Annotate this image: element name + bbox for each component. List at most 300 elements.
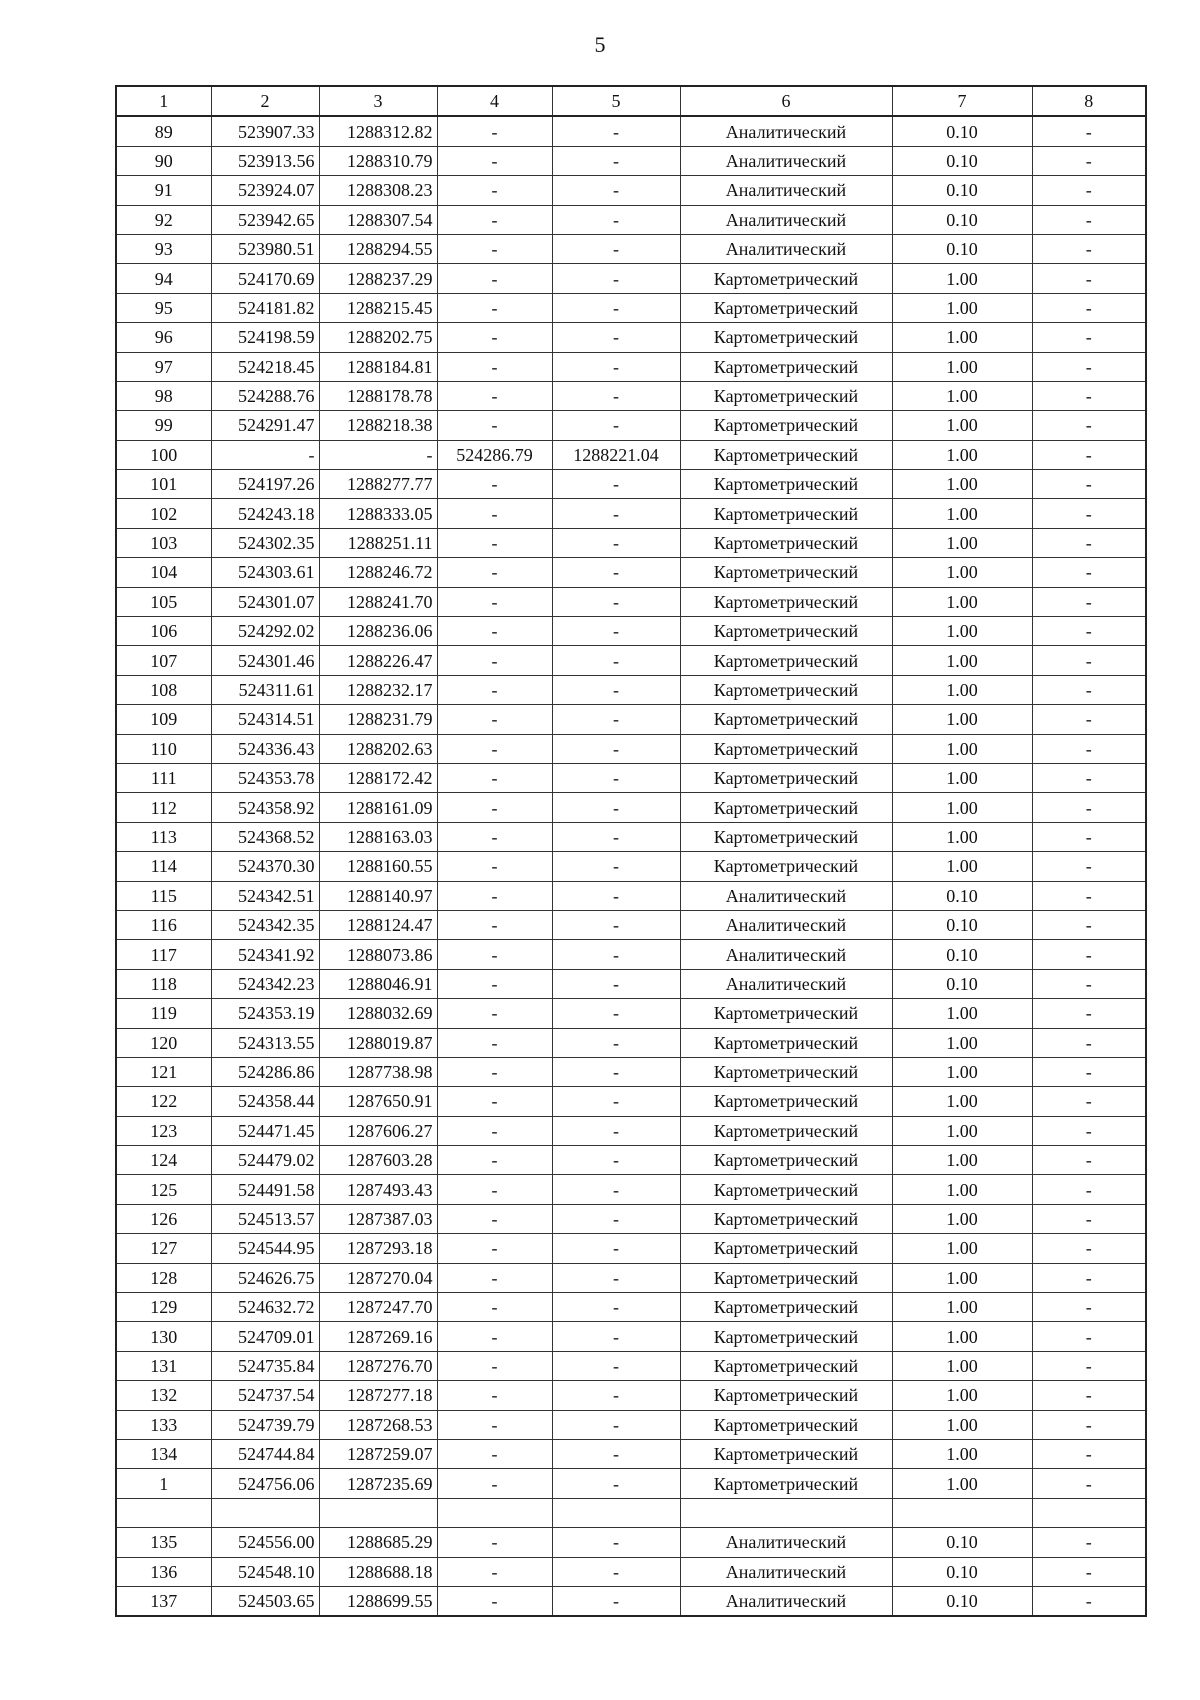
table-cell: 524544.95	[211, 1234, 319, 1263]
table-cell: 109	[116, 705, 211, 734]
table-cell: -	[437, 1586, 552, 1616]
table-cell: 125	[116, 1175, 211, 1204]
table-cell: 1287738.98	[319, 1057, 437, 1086]
table-cell: 0.10	[892, 1557, 1032, 1586]
table-cell: 1288172.42	[319, 763, 437, 792]
table-cell: -	[437, 1175, 552, 1204]
table-cell: 524301.07	[211, 587, 319, 616]
table-cell: Картометрический	[680, 1116, 892, 1145]
table-cell: Аналитический	[680, 116, 892, 146]
table-cell: -	[437, 646, 552, 675]
table-row	[116, 1263, 1146, 1292]
table-cell: -	[437, 822, 552, 851]
table-cell: -	[437, 910, 552, 939]
table-cell: 1288685.29	[319, 1528, 437, 1557]
table-cell: -	[552, 558, 680, 587]
table-cell: -	[1032, 1028, 1146, 1057]
table-cell: 1288236.06	[319, 617, 437, 646]
table-cell: -	[552, 881, 680, 910]
table-cell: 0.10	[892, 940, 1032, 969]
table-cell: 524314.51	[211, 705, 319, 734]
table-cell: 0.10	[892, 205, 1032, 234]
table-cell: 115	[116, 881, 211, 910]
table-cell: 524181.82	[211, 293, 319, 322]
table-cell: Картометрический	[680, 617, 892, 646]
table-cell: -	[552, 822, 680, 851]
table-cell: 1.00	[892, 1204, 1032, 1233]
table-cell: 102	[116, 499, 211, 528]
table-cell: 1288308.23	[319, 176, 437, 205]
table-cell: -	[552, 470, 680, 499]
table-cell: 1287268.53	[319, 1410, 437, 1439]
table-cell: -	[1032, 646, 1146, 675]
table-cell: Картометрический	[680, 1028, 892, 1057]
table-cell: 1288241.70	[319, 587, 437, 616]
table-cell: 524756.06	[211, 1469, 319, 1498]
table-row	[116, 176, 1146, 205]
table-row	[116, 1586, 1146, 1616]
table-cell: 1.00	[892, 1028, 1032, 1057]
table-cell: -	[1032, 411, 1146, 440]
table-cell: -	[552, 910, 680, 939]
table-cell: -	[552, 1528, 680, 1557]
table-cell: 524479.02	[211, 1146, 319, 1175]
table-cell: -	[552, 1116, 680, 1145]
table-cell: 524170.69	[211, 264, 319, 293]
table-cell: Картометрический	[680, 1410, 892, 1439]
table-cell: 123	[116, 1116, 211, 1145]
table-cell: 121	[116, 1057, 211, 1086]
table-cell: -	[437, 293, 552, 322]
table-cell: 136	[116, 1557, 211, 1586]
table-cell: -	[1032, 1057, 1146, 1086]
table-cell: 524556.00	[211, 1528, 319, 1557]
table-cell: 1.00	[892, 411, 1032, 440]
table-cell: 1287387.03	[319, 1204, 437, 1233]
table-cell: 1.00	[892, 1351, 1032, 1380]
table-cell: 524471.45	[211, 1116, 319, 1145]
table-cell: 524303.61	[211, 558, 319, 587]
table-cell: 1.00	[892, 1263, 1032, 1292]
table-cell: -	[437, 1410, 552, 1439]
table-cell: 1.00	[892, 999, 1032, 1028]
table-cell: 1288073.86	[319, 940, 437, 969]
table-cell: -	[552, 587, 680, 616]
table-cell: -	[437, 999, 552, 1028]
table-cell: 1.00	[892, 440, 1032, 469]
table-cell: 524744.84	[211, 1439, 319, 1468]
table-cell: 1.00	[892, 1381, 1032, 1410]
table-cell: 1288333.05	[319, 499, 437, 528]
table-cell: -	[437, 499, 552, 528]
table-cell: -	[1032, 293, 1146, 322]
table-cell: -	[437, 264, 552, 293]
table-cell: -	[552, 1586, 680, 1616]
table-cell: -	[552, 1351, 680, 1380]
table-cell: 1.00	[892, 763, 1032, 792]
table-cell: 0.10	[892, 1586, 1032, 1616]
table-cell: 116	[116, 910, 211, 939]
table-cell: 523980.51	[211, 234, 319, 263]
table-cell: -	[437, 558, 552, 587]
table-cell: 1.00	[892, 323, 1032, 352]
table-cell: -	[552, 411, 680, 440]
table-body	[116, 116, 1146, 1616]
table-cell: 1288237.29	[319, 264, 437, 293]
table-cell: 130	[116, 1322, 211, 1351]
table-cell: -	[552, 1087, 680, 1116]
table-cell: -	[552, 499, 680, 528]
table-cell: -	[437, 763, 552, 792]
table-cell: 120	[116, 1028, 211, 1057]
table-cell: 1287293.18	[319, 1234, 437, 1263]
table-cell: -	[1032, 793, 1146, 822]
table-cell: -	[1032, 969, 1146, 998]
table-cell: -	[1032, 822, 1146, 851]
table-cell: Картометрический	[680, 734, 892, 763]
table-cell: -	[437, 176, 552, 205]
table-cell: -	[437, 852, 552, 881]
table-cell: 524737.54	[211, 1381, 319, 1410]
table-row	[116, 528, 1146, 557]
table-cell: 1288215.45	[319, 293, 437, 322]
table-cell: 0.10	[892, 234, 1032, 263]
table-cell: 1.00	[892, 528, 1032, 557]
table-cell: -	[552, 999, 680, 1028]
table-cell: 91	[116, 176, 211, 205]
table-cell: -	[437, 1116, 552, 1145]
table-cell: 1.00	[892, 793, 1032, 822]
table-cell: -	[1032, 352, 1146, 381]
table-cell: -	[552, 323, 680, 352]
table-cell: Картометрический	[680, 763, 892, 792]
table-cell: 137	[116, 1586, 211, 1616]
table-cell: 122	[116, 1087, 211, 1116]
table-cell: 126	[116, 1204, 211, 1233]
table-cell: 524292.02	[211, 617, 319, 646]
table-cell: Картометрический	[680, 1263, 892, 1292]
table-cell: 94	[116, 264, 211, 293]
table-cell: 524243.18	[211, 499, 319, 528]
table-cell: 1.00	[892, 1410, 1032, 1439]
table-row	[116, 116, 1146, 146]
table-cell: -	[1032, 1293, 1146, 1322]
table-cell: Аналитический	[680, 234, 892, 263]
table-cell: 524341.92	[211, 940, 319, 969]
table-cell: 524301.46	[211, 646, 319, 675]
table-cell	[116, 1498, 211, 1527]
table-cell: 113	[116, 822, 211, 851]
column-header: 8	[1032, 86, 1146, 116]
table-cell: -	[552, 1557, 680, 1586]
table-cell: 1.00	[892, 822, 1032, 851]
table-cell: -	[437, 969, 552, 998]
table-cell: -	[1032, 852, 1146, 881]
table-cell: -	[552, 1028, 680, 1057]
table-cell: -	[437, 1028, 552, 1057]
table-cell: Аналитический	[680, 146, 892, 175]
table-cell: -	[437, 1263, 552, 1292]
table-cell: -	[1032, 499, 1146, 528]
table-cell: 1288202.63	[319, 734, 437, 763]
table-cell: -	[552, 293, 680, 322]
table-cell: 524370.30	[211, 852, 319, 881]
table-cell: -	[552, 1204, 680, 1233]
table-cell: 1288688.18	[319, 1557, 437, 1586]
table-row	[116, 146, 1146, 175]
table-cell: 524368.52	[211, 822, 319, 851]
table-cell: 1.00	[892, 705, 1032, 734]
table-cell: -	[1032, 1528, 1146, 1557]
table-cell: 1288310.79	[319, 146, 437, 175]
table-cell: 1.00	[892, 617, 1032, 646]
table-cell: -	[552, 381, 680, 410]
table-cell: 1.00	[892, 1234, 1032, 1263]
table-cell: 1.00	[892, 264, 1032, 293]
table-cell: Аналитический	[680, 881, 892, 910]
table-cell: -	[1032, 381, 1146, 410]
table-cell: -	[1032, 675, 1146, 704]
table-cell: Картометрический	[680, 1087, 892, 1116]
table-cell: 1288221.04	[552, 440, 680, 469]
table-cell: -	[437, 1087, 552, 1116]
table-cell: 1.00	[892, 675, 1032, 704]
table-row	[116, 264, 1146, 293]
table-row	[116, 293, 1146, 322]
table-cell: 524286.79	[437, 440, 552, 469]
table-cell: 114	[116, 852, 211, 881]
table-cell: -	[552, 1293, 680, 1322]
table-cell: 524291.47	[211, 411, 319, 440]
table-cell	[1032, 1498, 1146, 1527]
table-cell: Картометрический	[680, 793, 892, 822]
table-row	[116, 1351, 1146, 1380]
column-header: 3	[319, 86, 437, 116]
table-cell: -	[1032, 1146, 1146, 1175]
table-cell: 1.00	[892, 1469, 1032, 1498]
table-cell: 1.00	[892, 1175, 1032, 1204]
table-cell: 1288294.55	[319, 234, 437, 263]
table-row	[116, 1381, 1146, 1410]
column-header: 7	[892, 86, 1032, 116]
table-cell: 524632.72	[211, 1293, 319, 1322]
table-cell: -	[211, 440, 319, 469]
table-cell: -	[1032, 1116, 1146, 1145]
table-cell: 0.10	[892, 116, 1032, 146]
table-cell: -	[437, 1322, 552, 1351]
table-cell: -	[552, 1057, 680, 1086]
table-cell: Картометрический	[680, 264, 892, 293]
table-cell: 0.10	[892, 1528, 1032, 1557]
table-cell: -	[1032, 1175, 1146, 1204]
table-cell: Картометрический	[680, 381, 892, 410]
table-row	[116, 734, 1146, 763]
table-cell: -	[552, 528, 680, 557]
table-cell: Картометрический	[680, 1204, 892, 1233]
table-cell: 1288178.78	[319, 381, 437, 410]
table-row	[116, 1528, 1146, 1557]
table-cell: -	[1032, 558, 1146, 587]
table-cell: 103	[116, 528, 211, 557]
table-cell: 1.00	[892, 1087, 1032, 1116]
table-cell: Картометрический	[680, 1146, 892, 1175]
table-cell: -	[437, 675, 552, 704]
table-row	[116, 910, 1146, 939]
table-cell: 524739.79	[211, 1410, 319, 1439]
table-cell: 524286.86	[211, 1057, 319, 1086]
table-cell: 1287269.16	[319, 1322, 437, 1351]
table-cell: -	[437, 1351, 552, 1380]
table-cell: 1.00	[892, 352, 1032, 381]
table-row	[116, 587, 1146, 616]
table-row	[116, 470, 1146, 499]
table-cell: 1.00	[892, 734, 1032, 763]
table-row	[116, 1439, 1146, 1468]
table-cell: 524342.51	[211, 881, 319, 910]
table-cell: -	[552, 176, 680, 205]
table-cell: -	[552, 646, 680, 675]
table-row	[116, 1293, 1146, 1322]
table-cell	[211, 1498, 319, 1527]
table-cell: Картометрический	[680, 1381, 892, 1410]
table-cell: -	[1032, 1234, 1146, 1263]
table-cell: -	[1032, 910, 1146, 939]
table-cell: 1288226.47	[319, 646, 437, 675]
table-cell: 134	[116, 1439, 211, 1468]
table-cell: Картометрический	[680, 1293, 892, 1322]
table-row	[116, 352, 1146, 381]
column-header: 6	[680, 86, 892, 116]
table-cell: 524197.26	[211, 470, 319, 499]
table-row	[116, 1087, 1146, 1116]
table-cell: -	[437, 146, 552, 175]
table-cell: -	[1032, 234, 1146, 263]
table-row	[116, 1057, 1146, 1086]
table-cell: 1288202.75	[319, 323, 437, 352]
table-cell: 96	[116, 323, 211, 352]
table-cell: 524548.10	[211, 1557, 319, 1586]
table-cell: 1287247.70	[319, 1293, 437, 1322]
table-cell: -	[1032, 1263, 1146, 1292]
table-cell: Картометрический	[680, 293, 892, 322]
table-row	[116, 411, 1146, 440]
table-cell: -	[552, 1234, 680, 1263]
table-cell: -	[552, 1410, 680, 1439]
table-cell: -	[437, 705, 552, 734]
table-cell: 89	[116, 116, 211, 146]
table-cell: 129	[116, 1293, 211, 1322]
table-cell: -	[1032, 470, 1146, 499]
table-cell: -	[1032, 1322, 1146, 1351]
table-cell: Картометрический	[680, 1469, 892, 1498]
table-cell: 0.10	[892, 910, 1032, 939]
table-row	[116, 675, 1146, 704]
table-cell: Аналитический	[680, 176, 892, 205]
table-cell: 131	[116, 1351, 211, 1380]
table-cell: -	[552, 1175, 680, 1204]
table-cell: 1.00	[892, 293, 1032, 322]
table-row	[116, 1469, 1146, 1498]
table-cell: -	[552, 705, 680, 734]
table-cell: -	[552, 675, 680, 704]
table-cell: 97	[116, 352, 211, 381]
table-cell: Картометрический	[680, 528, 892, 557]
table-cell: -	[552, 1146, 680, 1175]
column-header: 5	[552, 86, 680, 116]
table-row	[116, 1410, 1146, 1439]
table-cell: 1288312.82	[319, 116, 437, 146]
table-cell: 524491.58	[211, 1175, 319, 1204]
table-cell: 1287650.91	[319, 1087, 437, 1116]
table-cell: -	[437, 1146, 552, 1175]
table-row	[116, 440, 1146, 469]
table-cell: 0.10	[892, 146, 1032, 175]
table-cell: 524342.35	[211, 910, 319, 939]
table-cell: 1288246.72	[319, 558, 437, 587]
table-cell: -	[1032, 440, 1146, 469]
table-row	[116, 205, 1146, 234]
table-cell: 98	[116, 381, 211, 410]
table-cell: -	[1032, 1557, 1146, 1586]
table-cell: -	[1032, 1351, 1146, 1380]
table-row	[116, 1175, 1146, 1204]
table-cell	[892, 1498, 1032, 1527]
table-cell: 1.00	[892, 1439, 1032, 1468]
table-cell: -	[1032, 323, 1146, 352]
table-cell: Картометрический	[680, 587, 892, 616]
table-cell: -	[437, 940, 552, 969]
coordinates-table	[115, 85, 1147, 1617]
table-cell: Картометрический	[680, 323, 892, 352]
table-cell: 1.00	[892, 646, 1032, 675]
table-row	[116, 1234, 1146, 1263]
table-cell: 524735.84	[211, 1351, 319, 1380]
table-cell: 1288032.69	[319, 999, 437, 1028]
table-cell: -	[437, 793, 552, 822]
table-cell: -	[552, 116, 680, 146]
table-cell: -	[552, 352, 680, 381]
table-cell: 1287606.27	[319, 1116, 437, 1145]
table-cell: -	[1032, 1381, 1146, 1410]
table-cell: Картометрический	[680, 822, 892, 851]
table-cell: -	[1032, 705, 1146, 734]
table-cell: 1288231.79	[319, 705, 437, 734]
table-cell: 1.00	[892, 1116, 1032, 1145]
table-cell: 1287235.69	[319, 1469, 437, 1498]
table-cell: 100	[116, 440, 211, 469]
table-cell: -	[437, 1439, 552, 1468]
table-cell: -	[552, 1469, 680, 1498]
table-cell: -	[1032, 116, 1146, 146]
table-cell: -	[437, 1204, 552, 1233]
table-cell: 1288124.47	[319, 910, 437, 939]
table-cell: 1288140.97	[319, 881, 437, 910]
table-cell: -	[1032, 264, 1146, 293]
table-cell: Аналитический	[680, 910, 892, 939]
table-row	[116, 558, 1146, 587]
table-cell: -	[552, 1263, 680, 1292]
table-cell: 524513.57	[211, 1204, 319, 1233]
table-cell: 1.00	[892, 499, 1032, 528]
table-row	[116, 999, 1146, 1028]
table-cell: 1288161.09	[319, 793, 437, 822]
table-cell: 111	[116, 763, 211, 792]
table-cell: 523942.65	[211, 205, 319, 234]
table-cell: -	[552, 205, 680, 234]
table-cell	[319, 1498, 437, 1527]
table-cell: 117	[116, 940, 211, 969]
table-cell: -	[437, 234, 552, 263]
